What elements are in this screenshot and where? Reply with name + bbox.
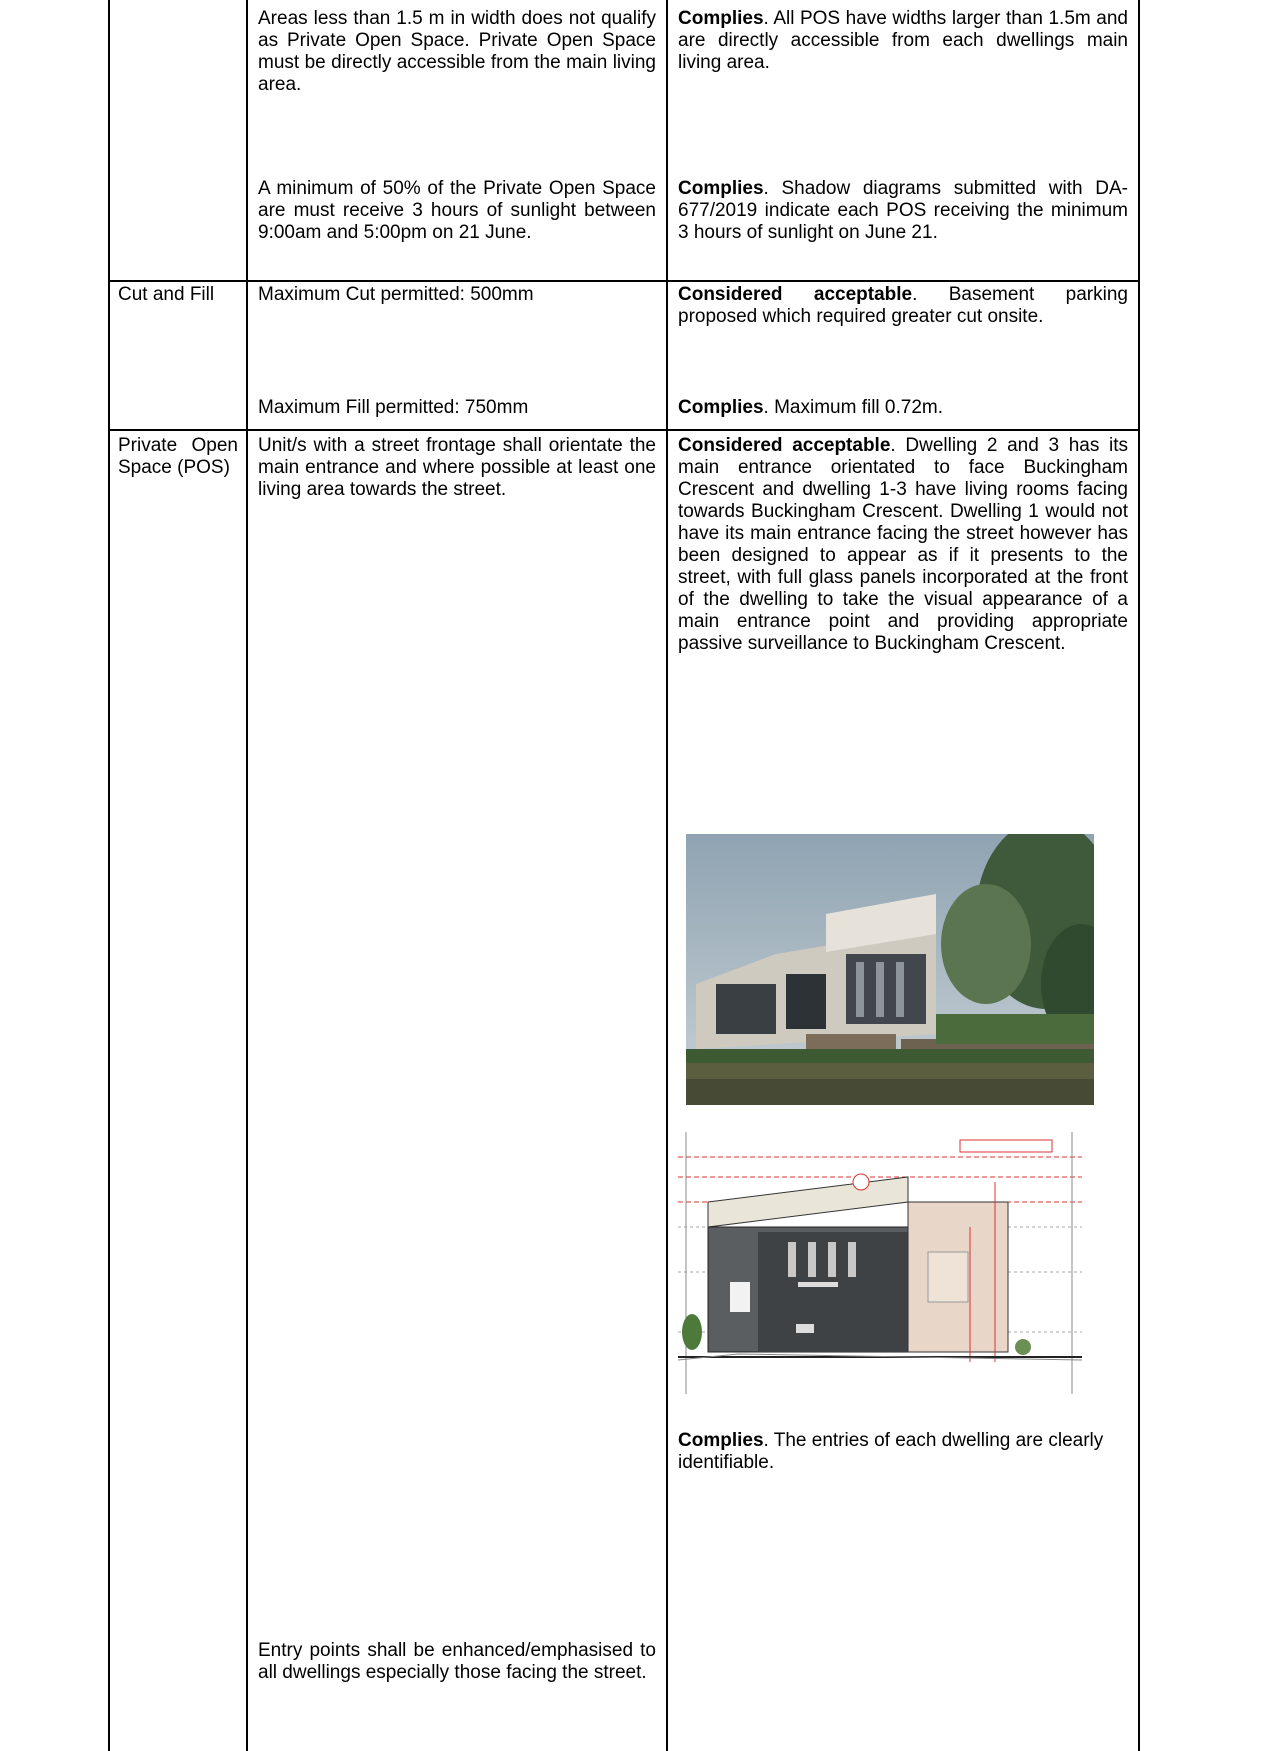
assessment-body: . Maximum fill 0.72m. [763,397,944,418]
table-border-right [1138,0,1140,1751]
status-label: Complies [678,1430,764,1451]
table-column-divider-1 [246,0,248,1751]
assessment-text [678,284,1128,328]
assessment-text [678,435,1128,655]
assessment-text [678,1430,1128,1474]
street-perspective-image [686,834,1094,1105]
control-text: Maximum Fill permitted: 750mm [258,397,529,418]
row-divider-2 [108,429,1140,431]
status-label: Complies [678,397,764,418]
front-elevation-drawing [678,1132,1082,1394]
status-label: Considered acceptable [678,284,913,305]
control-text: Entry points shall be enhanced/emphasised to all dwellings especially those facing the street. [258,1640,656,1683]
assessment-text [678,8,1128,74]
control-text: Unit/s with a street frontage shall orientate the main entrance and where possible at least one living area towards the street. [258,435,656,500]
assessment-body: . Dwelling 2 and 3 has its main entrance orientated to face Buckingham Crescent and dwelling 1-3 have living rooms facing towards Buckingham Crescent. Dwelling 1 would not have its main entrance facing the street however has been designed to appear as if it presents to the street, with full glass panels incorporated at the front of the dwelling to take the visual appearance of a main entrance point and providing appropriate passive surveillance to Buckingham Crescent. [678,435,1128,654]
control-text: Areas less than 1.5 m in width does not qualify as Private Open Space. Private Open Space must be directly accessible from the main living area. [258,8,656,95]
status-label: Complies [678,8,764,29]
assessment-body: . All POS have widths larger than 1.5m and are directly accessible from each dwellings main living area. [678,8,1128,73]
status-label: Considered acceptable [678,435,891,456]
assessment-body: . Basement parking proposed which required greater cut onsite. [678,284,1128,327]
topic-label: Private Open Space (POS) [118,435,238,478]
table-border-left [108,0,110,1751]
table-column-divider-2 [666,0,668,1751]
assessment-text [678,397,1128,419]
status-label: Complies [678,178,764,199]
assessment-body: . The entries of each dwelling are clearly identifiable. [678,1430,1104,1473]
control-text: A minimum of 50% of the Private Open Space are must receive 3 hours of sunlight between 9:00am and 5:00pm on 21 June. [258,178,656,243]
control-text: Maximum Cut permitted: 500mm [258,284,534,305]
assessment-text [678,178,1128,244]
row-divider-1 [108,280,1140,282]
topic-label: Cut and Fill [118,284,215,305]
assessment-body: . Shadow diagrams submitted with DA-677/2019 indicate each POS receiving the minimum 3 hours of sunlight on June 21. [678,178,1128,243]
